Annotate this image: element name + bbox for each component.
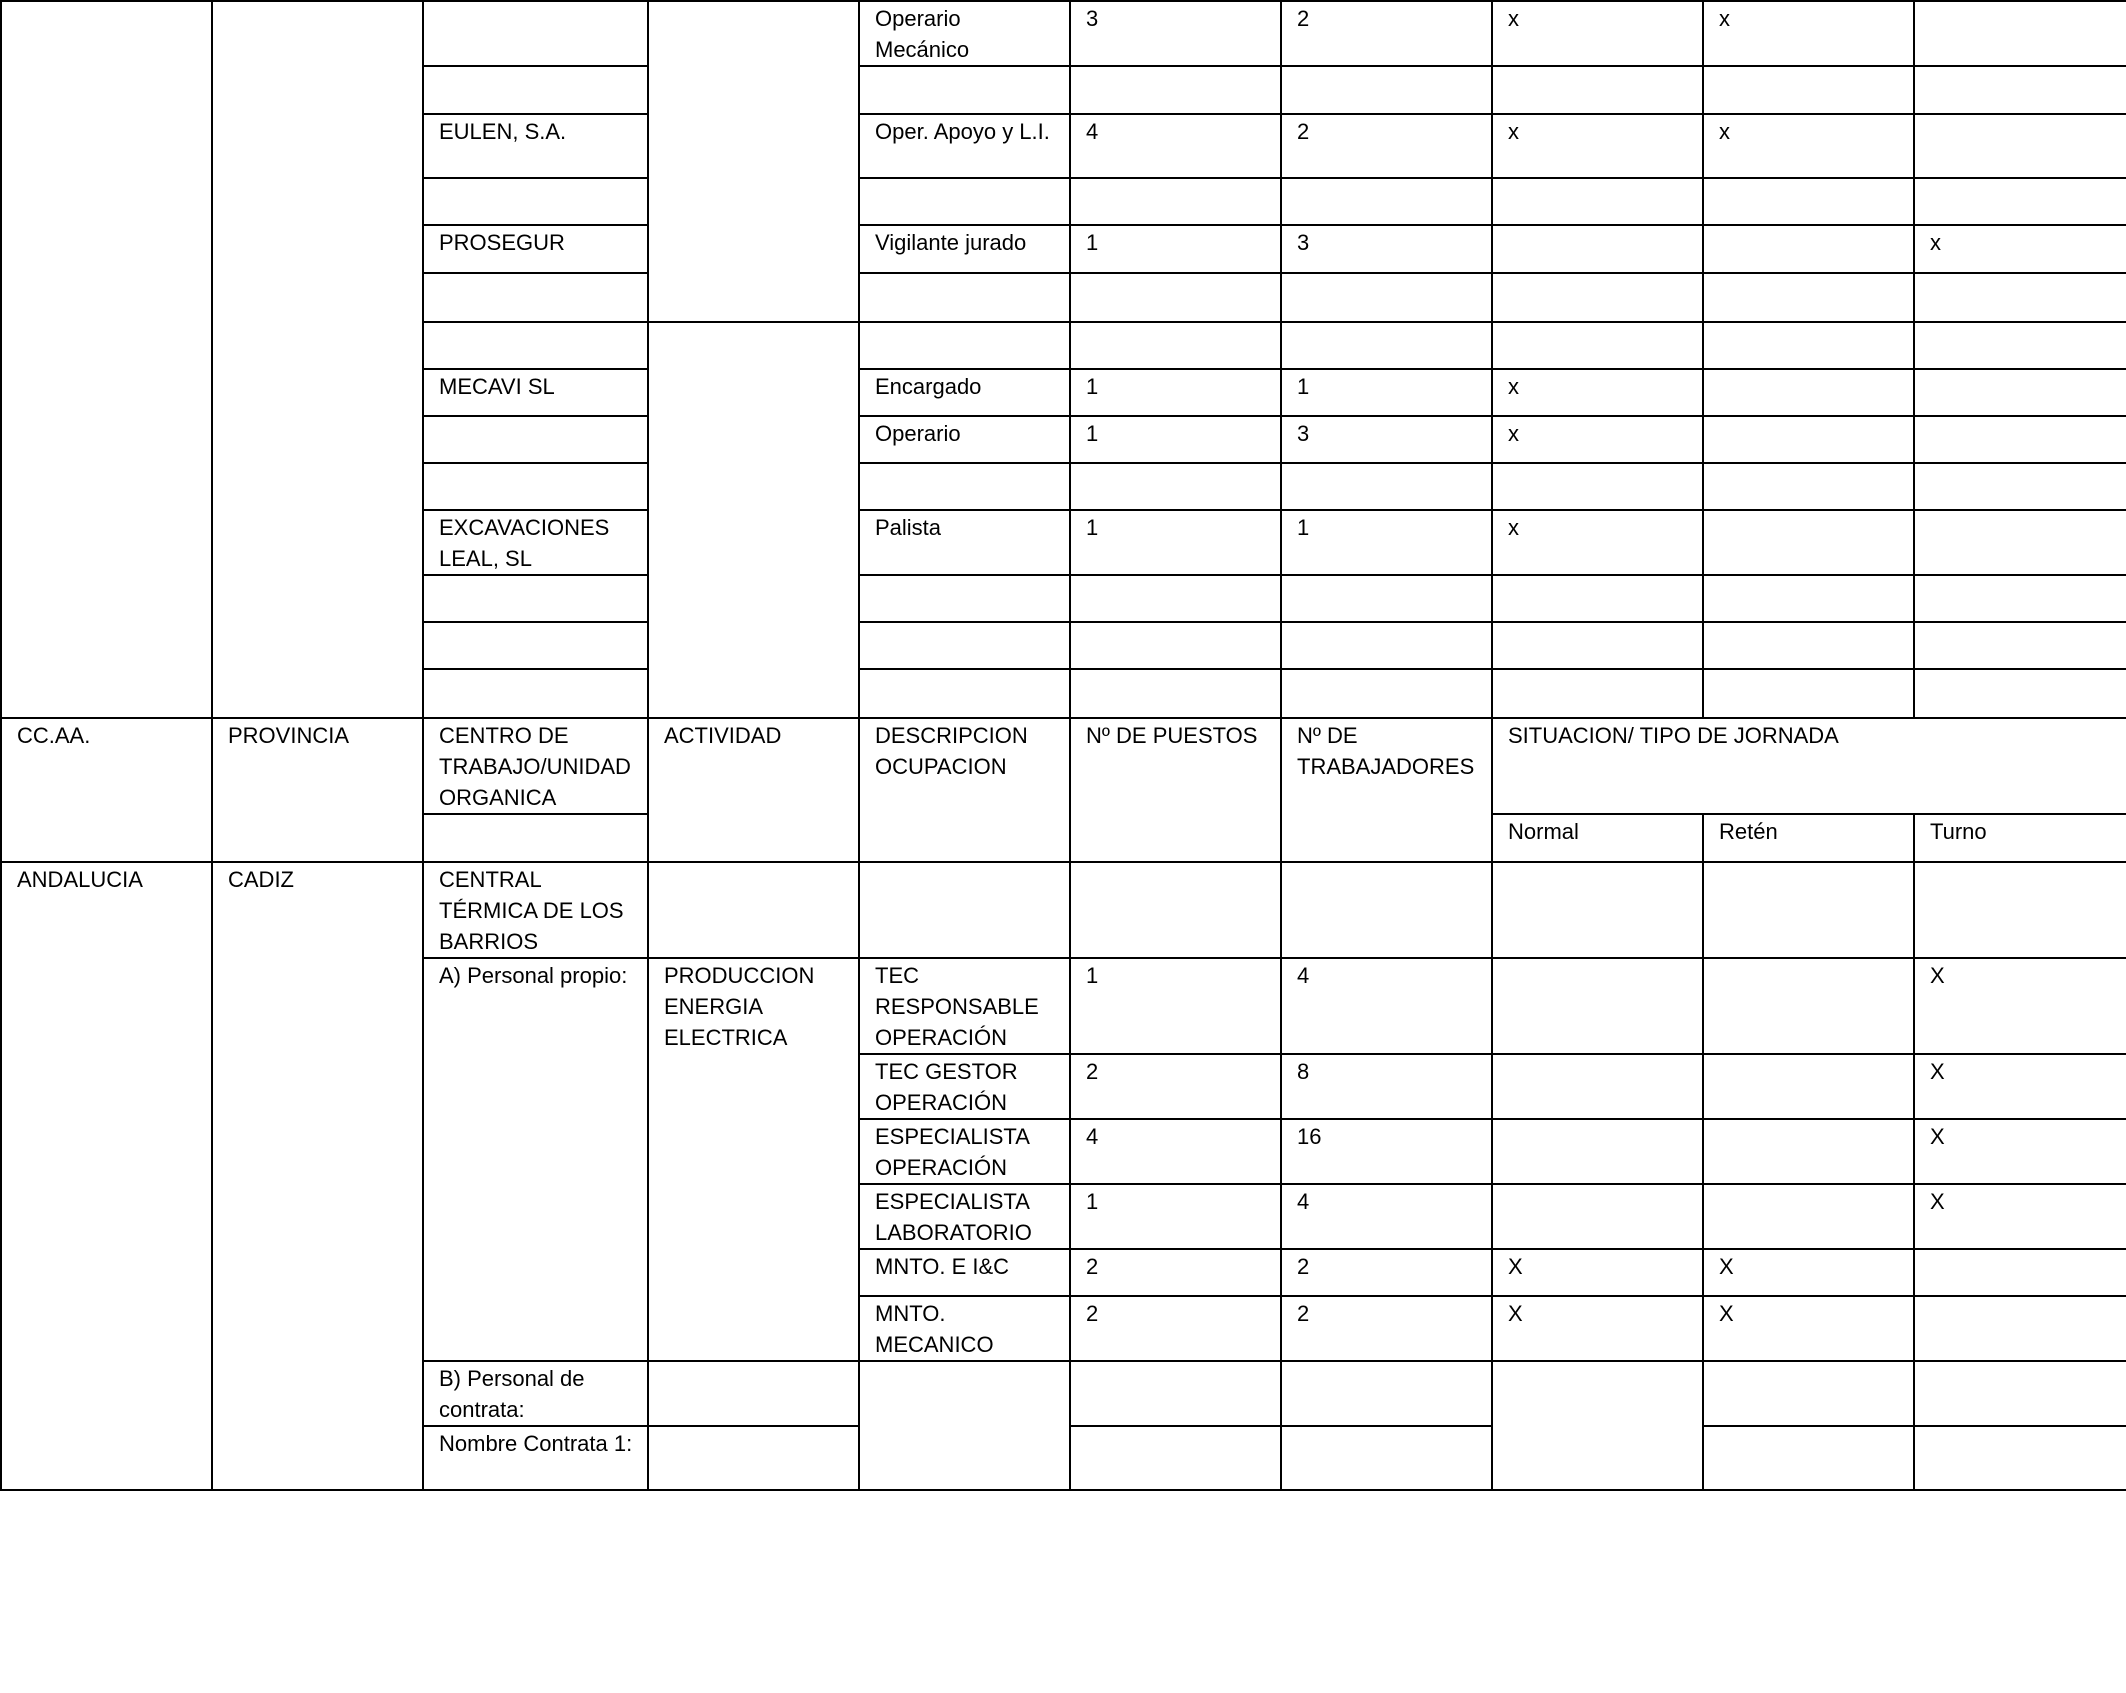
empresa-cell <box>423 416 648 463</box>
empresa-cell <box>423 322 648 369</box>
ocupacion-cell: MNTO. E I&C <box>859 1249 1070 1296</box>
turno-cell <box>1914 575 2126 622</box>
normal-cell: X <box>1492 1296 1703 1361</box>
reten-cell <box>1703 1119 1914 1184</box>
actividad-cell <box>648 1426 859 1490</box>
table-row <box>1 862 2126 958</box>
ocupacion-cell <box>859 575 1070 622</box>
header-row <box>1 718 2126 814</box>
trabajadores-cell <box>1281 322 1492 369</box>
puestos-cell <box>1070 862 1281 958</box>
normal-cell <box>1492 1119 1703 1184</box>
empresa-cell <box>423 273 648 322</box>
turno-cell <box>1914 463 2126 510</box>
puestos-cell: 2 <box>1070 1296 1281 1361</box>
reten-cell <box>1703 322 1914 369</box>
ocupacion-cell: TEC RESPONSABLE OPERACIÓN <box>859 958 1070 1054</box>
puestos-cell: 4 <box>1070 114 1281 178</box>
normal-cell: x <box>1492 416 1703 463</box>
normal-cell <box>1492 322 1703 369</box>
trabajadores-cell <box>1281 622 1492 669</box>
ocupacion-cell: Vigilante jurado <box>859 225 1070 273</box>
puestos-cell <box>1070 463 1281 510</box>
nombre-contrata-cell: Nombre Contrata 1: <box>423 1426 648 1490</box>
header-provincia: PROVINCIA <box>212 718 423 862</box>
puestos-cell <box>1070 575 1281 622</box>
puestos-cell: 3 <box>1070 1 1281 66</box>
header-centro: CENTRO DE TRABAJO/UNIDAD ORGANICA <box>423 718 648 814</box>
puestos-cell <box>1070 178 1281 225</box>
trabajadores-cell <box>1281 178 1492 225</box>
normal-cell <box>1492 1054 1703 1119</box>
trabajadores-cell: 3 <box>1281 416 1492 463</box>
trabajadores-cell <box>1281 669 1492 718</box>
empresa-cell: EXCAVACIONES LEAL, SL <box>423 510 648 575</box>
empresa-cell <box>423 178 648 225</box>
trabajadores-cell: 3 <box>1281 225 1492 273</box>
ocupacion-cell <box>859 463 1070 510</box>
reten-cell <box>1703 416 1914 463</box>
trabajadores-cell <box>1281 1426 1492 1490</box>
puestos-cell: 1 <box>1070 225 1281 273</box>
ocupacion-cell <box>859 622 1070 669</box>
reten-cell <box>1703 225 1914 273</box>
header-trabajadores: Nº DE TRABAJADORES <box>1281 718 1492 862</box>
ocupacion-cell: MNTO. MECANICO <box>859 1296 1070 1361</box>
trabajadores-cell <box>1281 66 1492 114</box>
centro-cell: CENTRAL TÉRMICA DE LOS BARRIOS <box>423 862 648 958</box>
actividad-cell: PRODUCCION ENERGIA ELECTRICA <box>648 958 859 1361</box>
empresa-cell <box>423 463 648 510</box>
trabajadores-cell: 1 <box>1281 369 1492 416</box>
turno-cell <box>1914 669 2126 718</box>
reten-cell <box>1703 66 1914 114</box>
puestos-cell <box>1070 66 1281 114</box>
trabajadores-cell: 4 <box>1281 958 1492 1054</box>
normal-cell <box>1492 273 1703 322</box>
normal-cell: x <box>1492 510 1703 575</box>
ocupacion-cell <box>859 669 1070 718</box>
turno-cell <box>1914 369 2126 416</box>
normal-cell: x <box>1492 1 1703 66</box>
puestos-cell: 1 <box>1070 369 1281 416</box>
puestos-cell <box>1070 1426 1281 1490</box>
normal-cell: X <box>1492 1249 1703 1296</box>
header-actividad: ACTIVIDAD <box>648 718 859 862</box>
trabajadores-cell <box>1281 273 1492 322</box>
reten-cell <box>1703 958 1914 1054</box>
empresa-cell <box>423 575 648 622</box>
empresa-cell: MECAVI SL <box>423 369 648 416</box>
turno-cell <box>1914 1426 2126 1490</box>
reten-cell <box>1703 369 1914 416</box>
trabajadores-cell <box>1281 1361 1492 1426</box>
puestos-cell: 1 <box>1070 1184 1281 1249</box>
turno-cell <box>1914 862 2126 958</box>
empresa-cell <box>423 622 648 669</box>
ocupacion-cell: ESPECIALISTA OPERACIÓN <box>859 1119 1070 1184</box>
reten-cell <box>1703 1361 1914 1426</box>
reten-cell: x <box>1703 1 1914 66</box>
ocupacion-cell <box>859 322 1070 369</box>
turno-cell <box>1914 1 2126 66</box>
turno-cell: X <box>1914 1054 2126 1119</box>
puestos-cell <box>1070 669 1281 718</box>
personal-contrata-cell: B) Personal de contrata: <box>423 1361 648 1426</box>
normal-cell <box>1492 575 1703 622</box>
turno-cell <box>1914 178 2126 225</box>
reten-cell <box>1703 862 1914 958</box>
ccaa-cell: ANDALUCIA <box>1 862 212 1490</box>
normal-cell <box>1492 1184 1703 1249</box>
empresa-cell <box>423 1 648 66</box>
turno-cell: X <box>1914 1119 2126 1184</box>
turno-cell <box>1914 510 2126 575</box>
ocupacion-cell: ESPECIALISTA LABORATORIO <box>859 1184 1070 1249</box>
reten-cell <box>1703 1184 1914 1249</box>
trabajadores-cell: 16 <box>1281 1119 1492 1184</box>
turno-cell <box>1914 622 2126 669</box>
puestos-cell: 2 <box>1070 1249 1281 1296</box>
header-situacion: SITUACION/ TIPO DE JORNADA <box>1492 718 2126 814</box>
reten-cell <box>1703 622 1914 669</box>
table-row <box>1 1 2126 66</box>
provincia-cell: CADIZ <box>212 862 423 1490</box>
trabajadores-cell: 8 <box>1281 1054 1492 1119</box>
turno-cell: X <box>1914 958 2126 1054</box>
normal-cell <box>1492 622 1703 669</box>
actividad-cell <box>648 1361 859 1426</box>
header-turno: Turno <box>1914 814 2126 862</box>
actividad-cell <box>648 322 859 718</box>
normal-cell <box>1492 178 1703 225</box>
reten-cell <box>1703 510 1914 575</box>
header-reten: Retén <box>1703 814 1914 862</box>
reten-cell <box>1703 273 1914 322</box>
ocupacion-cell <box>859 273 1070 322</box>
trabajadores-cell: 2 <box>1281 1 1492 66</box>
turno-cell <box>1914 1296 2126 1361</box>
ocupacion-cell: Palista <box>859 510 1070 575</box>
header-normal: Normal <box>1492 814 1703 862</box>
turno-cell <box>1914 114 2126 178</box>
provincia-cell <box>212 1 423 718</box>
actividad-cell <box>648 862 859 958</box>
puestos-cell <box>1070 273 1281 322</box>
normal-cell <box>1492 669 1703 718</box>
turno-cell <box>1914 1249 2126 1296</box>
reten-cell <box>1703 1426 1914 1490</box>
reten-cell: x <box>1703 114 1914 178</box>
reten-cell: X <box>1703 1296 1914 1361</box>
normal-cell <box>1492 862 1703 958</box>
puestos-cell: 4 <box>1070 1119 1281 1184</box>
normal-cell <box>1492 66 1703 114</box>
reten-cell: X <box>1703 1249 1914 1296</box>
puestos-cell: 2 <box>1070 1054 1281 1119</box>
reten-cell <box>1703 575 1914 622</box>
normal-cell: x <box>1492 114 1703 178</box>
ocupacion-cell: Oper. Apoyo y L.I. <box>859 114 1070 178</box>
normal-cell <box>1492 463 1703 510</box>
ocupacion-cell <box>859 862 1070 958</box>
ccaa-cell <box>1 1 212 718</box>
empresa-cell <box>423 66 648 114</box>
empresa-cell <box>423 669 648 718</box>
header-ccaa: CC.AA. <box>1 718 212 862</box>
puestos-cell: 1 <box>1070 958 1281 1054</box>
reten-cell <box>1703 1054 1914 1119</box>
reten-cell <box>1703 669 1914 718</box>
puestos-cell <box>1070 622 1281 669</box>
puestos-cell: 1 <box>1070 510 1281 575</box>
normal-cell <box>1492 225 1703 273</box>
trabajadores-cell <box>1281 463 1492 510</box>
puestos-cell: 1 <box>1070 416 1281 463</box>
normal-cell <box>1492 958 1703 1054</box>
empresa-cell: PROSEGUR <box>423 225 648 273</box>
trabajadores-cell <box>1281 862 1492 958</box>
turno-cell: X <box>1914 1184 2126 1249</box>
ocupacion-cell: Operario <box>859 416 1070 463</box>
actividad-cell <box>648 1 859 322</box>
turno-cell <box>1914 322 2126 369</box>
ocupacion-cell: TEC GESTOR OPERACIÓN <box>859 1054 1070 1119</box>
trabajadores-cell: 2 <box>1281 114 1492 178</box>
reten-cell <box>1703 463 1914 510</box>
trabajadores-cell: 1 <box>1281 510 1492 575</box>
ocupacion-cell: Operario Mecánico <box>859 1 1070 66</box>
ocupacion-cell <box>859 66 1070 114</box>
turno-cell <box>1914 416 2126 463</box>
trabajadores-cell: 2 <box>1281 1249 1492 1296</box>
turno-cell <box>1914 66 2126 114</box>
ocupacion-cell: Encargado <box>859 369 1070 416</box>
turno-cell <box>1914 1361 2126 1426</box>
turno-cell <box>1914 273 2126 322</box>
puestos-cell <box>1070 1361 1281 1426</box>
normal-cell: x <box>1492 369 1703 416</box>
header-puestos: Nº DE PUESTOS <box>1070 718 1281 862</box>
normal-cell <box>1492 1361 1703 1490</box>
ocupacion-cell <box>859 1361 1070 1490</box>
trabajadores-cell <box>1281 575 1492 622</box>
puestos-cell <box>1070 322 1281 369</box>
reten-cell <box>1703 178 1914 225</box>
turno-cell: x <box>1914 225 2126 273</box>
header-centro-blank <box>423 814 648 862</box>
empresa-cell: EULEN, S.A. <box>423 114 648 178</box>
trabajadores-cell: 4 <box>1281 1184 1492 1249</box>
trabajadores-cell: 2 <box>1281 1296 1492 1361</box>
header-descripcion: DESCRIPCION OCUPACION <box>859 718 1070 862</box>
personal-propio-cell: A) Personal propio: <box>423 958 648 1361</box>
ocupacion-cell <box>859 178 1070 225</box>
